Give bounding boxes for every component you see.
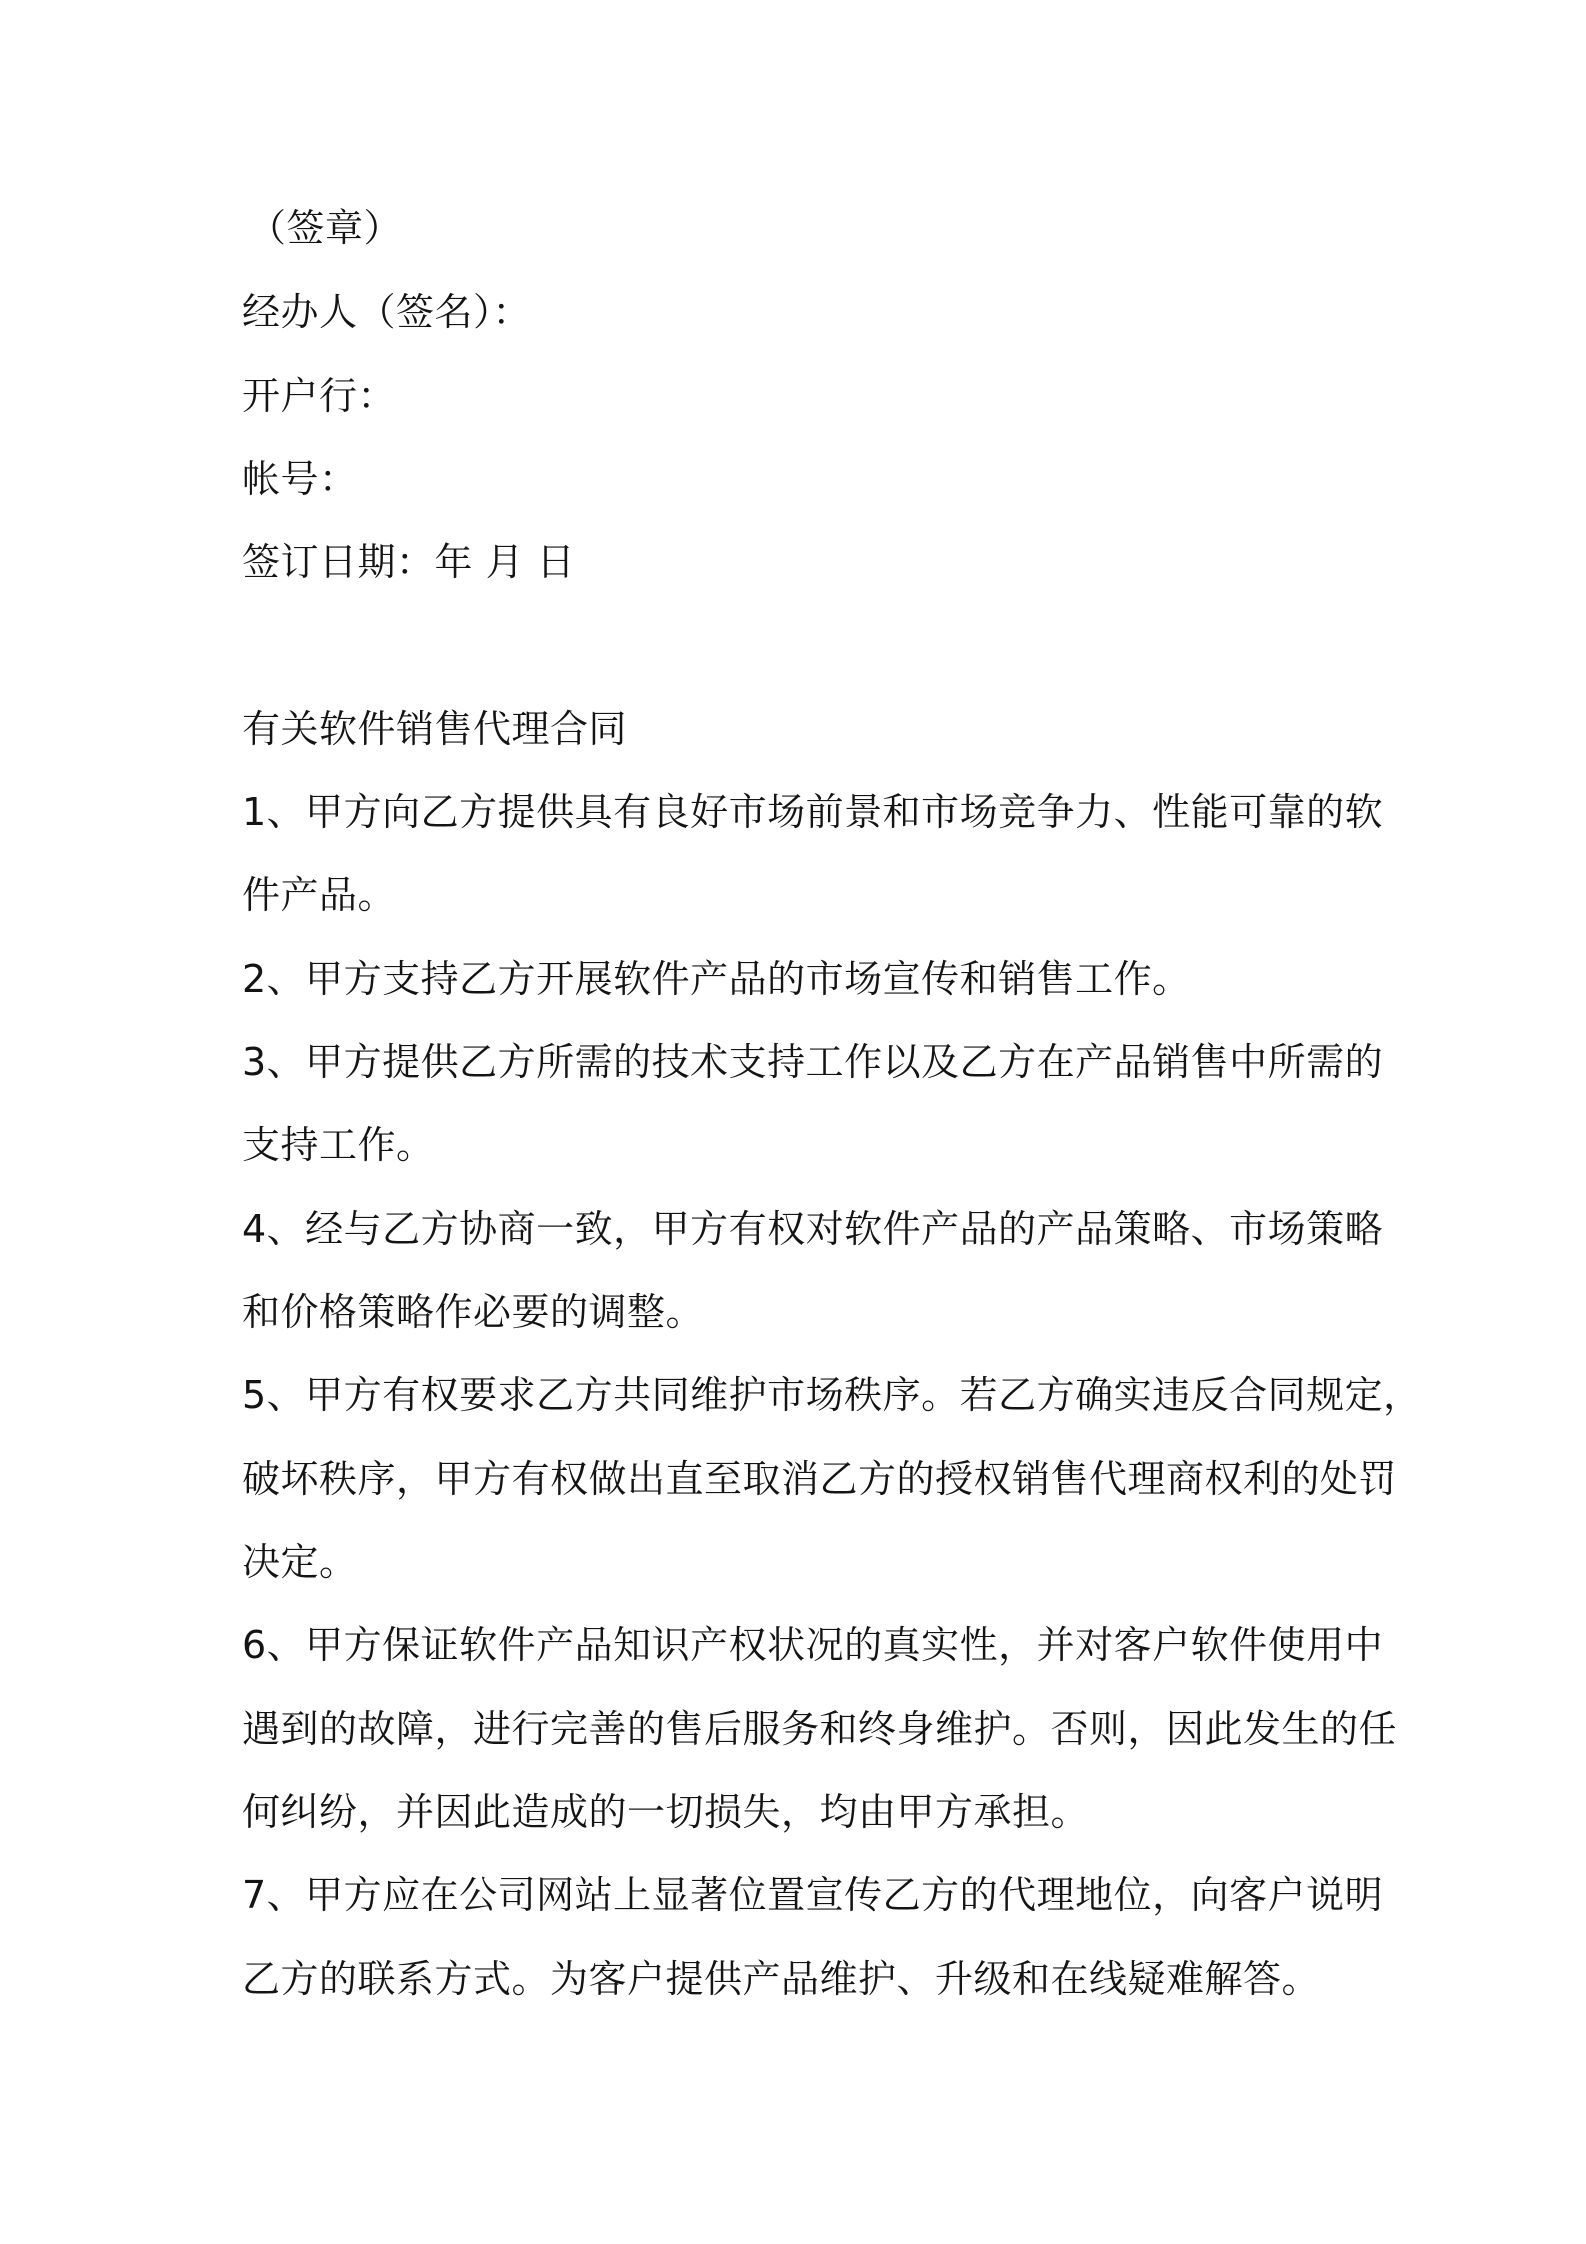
contract-line: 3、甲方提供乙方所需的技术支持工作以及乙方在产品销售中所需的 [242, 1040, 1384, 1084]
contract-line: 和价格策略作必要的调整。 [242, 1290, 705, 1334]
contract-line: 件产品。 [242, 873, 397, 917]
contract-line: 7、甲方应在公司网站上显著位置宣传乙方的代理地位，向客户说明 [242, 1873, 1384, 1917]
contract-line: 遇到的故障，进行完善的售后服务和终身维护。否则，因此发生的任 [242, 1707, 1398, 1751]
contract-line: 1、甲方向乙方提供具有良好市场前景和市场竞争力、性能可靠的软 [242, 790, 1384, 834]
signing-date-label: 签订日期：年 月 日 [242, 540, 576, 584]
contract-line: 2、甲方支持乙方开展软件产品的市场宣传和销售工作。 [242, 957, 1191, 1001]
stamp-label: （签章） [248, 206, 403, 250]
contract-line: 4、经与乙方协商一致，甲方有权对软件产品的产品策略、市场策略 [242, 1207, 1384, 1251]
account-label: 帐号： [242, 457, 358, 501]
contract-line: 5、甲方有权要求乙方共同维护市场秩序。若乙方确实违反合同规定， [242, 1373, 1422, 1417]
handler-signature-label: 经办人（签名）： [242, 290, 532, 334]
contract-line: 乙方的联系方式。为客户提供产品维护、升级和在线疑难解答。 [242, 1957, 1321, 2001]
contract-line: 破坏秩序，甲方有权做出直至取消乙方的授权销售代理商权利的处罚 [242, 1457, 1398, 1501]
contract-title: 有关软件销售代理合同 [242, 707, 628, 751]
contract-line: 决定。 [242, 1540, 358, 1584]
contract-line: 支持工作。 [242, 1123, 435, 1167]
contract-line: 6、甲方保证软件产品知识产权状况的真实性，并对客户软件使用中 [242, 1623, 1384, 1667]
bank-label: 开户行： [242, 374, 397, 418]
contract-line: 何纠纷，并因此造成的一切损失，均由甲方承担。 [242, 1790, 1090, 1834]
